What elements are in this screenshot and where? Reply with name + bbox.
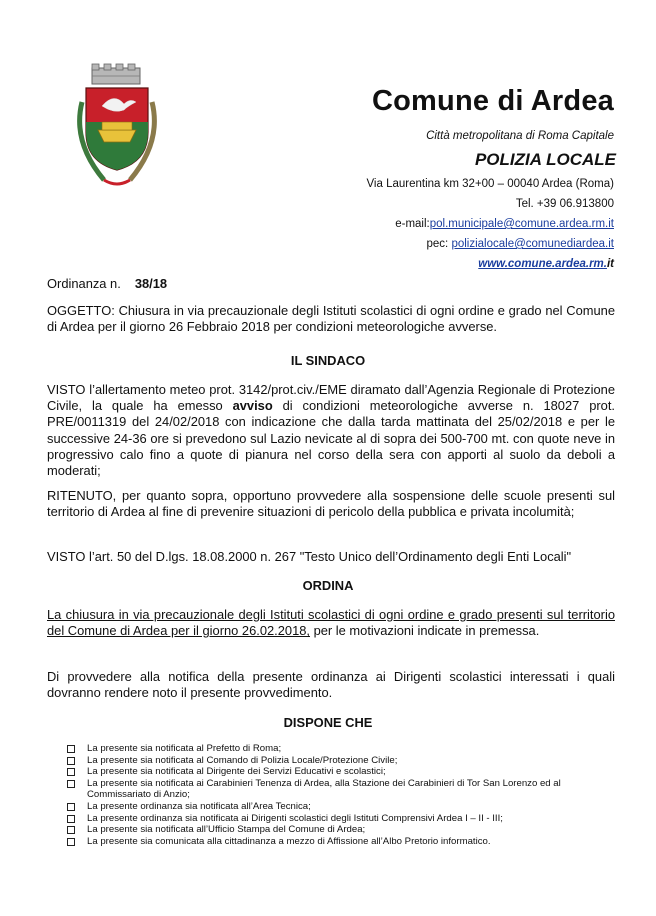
website-link[interactable]: www.comune.ardea.rm.: [478, 258, 607, 270]
list-item-text: La presente sia notificata al Dirigente dei Servizi Educativi e scolastici;: [87, 766, 386, 778]
address-line: Via Laurentina km 32+00 – 00040 Ardea (Roma): [366, 178, 614, 190]
list-item-text: La presente ordinanza sia notificata all’Area Tecnica;: [87, 800, 311, 812]
list-item: [67, 813, 627, 825]
visto-law-paragraph: VISTO l’art. 50 del D.lgs. 18.08.2000 n. 267 "Testo Unico dell’Ordinamento degli Enti Locali": [47, 549, 572, 564]
ordinance-label: Ordinanza n.: [47, 276, 121, 291]
order-closure-underlined: La chiusura in via precauzionale degli Istituti scolastici di ogni ordine e grado presenti sul territorio del Comune di Ardea per il giorno 26.02.2018,: [47, 607, 615, 639]
list-item-text: La presente sia notificata al Comando di Polizia Locale/Protezione Civile;: [87, 754, 398, 766]
visto-alert-text-end: di condizioni meteorologiche avverse n. 18027 prot. PRE/0011319 del 24/02/2018 con indicazione che dalla tarda mattinata del 25/02/2018 e per le successive 24-36 ore si prevedono sul Lazio nevicate al di sopra dei 500-700 mt. con quote neve in progressivo calo fino a quote di pianura nel corso della sera con apporti al suolo da deboli a moderati;: [47, 398, 615, 479]
email-line: [395, 218, 614, 230]
department-name: POLIZIA LOCALE: [474, 150, 616, 169]
ritenuto-paragraph: RITENUTO, per quanto sopra, opportuno provvedere alla sospensione delle scuole presenti sul territorio di Ardea al fine di prevenire situazioni di pericolo della pubblica e privata incolumità;: [47, 488, 615, 520]
coat-of-arms-icon: [64, 62, 170, 192]
list-item: [67, 836, 627, 848]
phone-line: Tel. +39 06.913800: [515, 198, 614, 210]
order-notify-paragraph: Di provvedere alla notifica della presente ordinanza ai Dirigenti scolastici interessati i quali dovranno rendere noto il presente provvedimento.: [47, 669, 615, 701]
list-item-text: La presente sia notificata al Prefetto di Roma;: [87, 743, 282, 754]
mayor-heading: IL SINDACO: [290, 353, 366, 368]
order-heading: ORDINA: [302, 578, 354, 593]
email-label: e-mail:: [395, 218, 430, 230]
subject-paragraph: [47, 303, 615, 335]
website-line: [478, 258, 614, 270]
visto-alert-paragraph: [47, 382, 615, 479]
subject-label: OGGETTO:: [47, 303, 115, 318]
metropolitan-city-subtitle: Città metropolitana di Roma Capitale: [426, 130, 614, 142]
checkbox-bullet-icon: [67, 826, 75, 834]
pec-label: pec:: [426, 238, 449, 250]
dispone-list: [67, 743, 627, 847]
checkbox-bullet-icon: [67, 768, 75, 776]
visto-alert-text-start: VISTO l’allertamento meteo prot. 3142/prot.civ./EME diramato dall’Agenzia Regionale di Protezione Civile, la quale ha emesso: [47, 382, 615, 414]
order-closure-paragraph: [47, 607, 615, 639]
ordinance-number-value: 38/18: [134, 276, 168, 291]
visto-alert-bold: avviso: [232, 398, 273, 414]
list-item: [67, 778, 627, 801]
list-item-text: La presente sia notificata all’Ufficio Stampa del Comune di Ardea;: [87, 824, 366, 836]
pec-link[interactable]: polizialocale@comunediardea.it: [451, 238, 614, 250]
list-item: [67, 755, 627, 767]
list-item: [67, 743, 627, 755]
list-item-text: La presente sia notificata ai Carabinieri Tenenza di Ardea, alla Stazione dei Carabinieri di Tor San Lorenzo ed al Commissariato di Anzio;: [87, 777, 561, 801]
ordinance-number: [47, 276, 167, 291]
website-tld: it: [606, 258, 614, 270]
checkbox-bullet-icon: [67, 780, 75, 788]
pec-line: [427, 238, 615, 250]
subject-text: Chiusura in via precauzionale degli Istituti scolastici di ogni ordine e grado nel Comune di Ardea per il giorno 26 Febbraio 2018 per condizioni meteorologiche avverse.: [47, 303, 615, 335]
list-item-text: La presente ordinanza sia notificata ai Dirigenti scolastici degli Istituti Comprensivi Ardea I – II - III;: [87, 812, 503, 824]
list-item: [67, 824, 627, 836]
checkbox-bullet-icon: [67, 745, 75, 753]
email-link[interactable]: pol.municipale@comune.ardea.rm.it: [429, 218, 614, 230]
order-closure-rest: per le motivazioni indicate in premessa.: [310, 623, 540, 639]
list-item: [67, 766, 627, 778]
list-item: [67, 801, 627, 813]
list-item-text: La presente sia comunicata alla cittadinanza a mezzo di Affissione all’Albo Pretorio informatico.: [87, 835, 491, 847]
checkbox-bullet-icon: [67, 838, 75, 846]
municipality-title: Comune di Ardea: [371, 85, 614, 117]
checkbox-bullet-icon: [67, 757, 75, 765]
checkbox-bullet-icon: [67, 815, 75, 823]
dispone-heading: DISPONE CHE: [283, 715, 373, 730]
checkbox-bullet-icon: [67, 803, 75, 811]
